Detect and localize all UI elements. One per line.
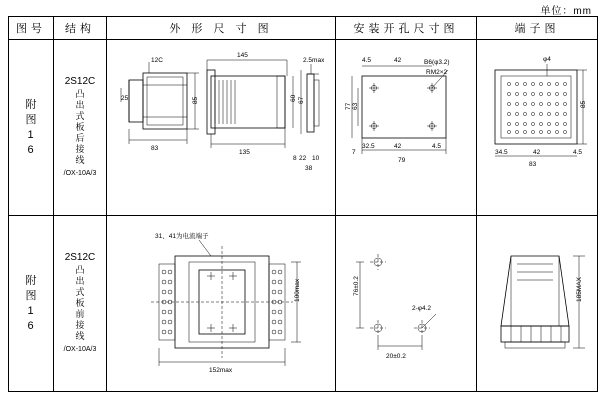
svg-text:4.5: 4.5 [432, 143, 442, 150]
svg-text:60: 60 [290, 94, 297, 102]
svg-text:83: 83 [151, 145, 159, 152]
svg-text:185MAX: 185MAX [576, 277, 583, 302]
header-terminal: 端子图 [477, 17, 598, 40]
svg-text:63: 63 [352, 102, 359, 110]
svg-text:25: 25 [121, 95, 129, 102]
svg-text:B6(φ3.2): B6(φ3.2) [424, 59, 450, 66]
current-terminal-note: 31、41为电流端子 [155, 233, 209, 240]
structure-block-1 [54, 76, 106, 179]
outline-drawing-1 [107, 40, 335, 215]
table-row [9, 40, 598, 216]
svg-text:2-φ4.2: 2-φ4.2 [412, 305, 432, 312]
cell-outline-2 [107, 216, 336, 392]
svg-text:34.5: 34.5 [495, 149, 508, 156]
structure-code-1: /ΟΧ-10Α/3 [63, 170, 97, 177]
header-structure: 结构 [54, 17, 107, 40]
svg-text:76±0.2: 76±0.2 [353, 276, 360, 296]
svg-text:10: 10 [312, 155, 320, 162]
cell-outline-1 [107, 40, 336, 216]
svg-text:100max: 100max [294, 278, 301, 302]
structure-model-2: 2S12C [64, 252, 96, 263]
svg-text:42: 42 [533, 149, 541, 156]
structure-desc-2: 凸出式板前接线 [75, 265, 85, 341]
fig-no-label-2: 附图16 [25, 274, 38, 332]
structure-desc-1: 凸出式板后接线 [75, 89, 85, 165]
svg-text:20±0.2: 20±0.2 [386, 353, 406, 360]
table-header-row [9, 17, 598, 40]
svg-text:φ4: φ4 [543, 56, 551, 63]
table-row [9, 216, 598, 392]
mounting-drawing-1 [336, 40, 476, 215]
dimension-table [8, 16, 598, 392]
structure-code-2: /ΟΧ-10Α/3 [63, 346, 97, 353]
terminal-drawing-2 [477, 216, 597, 391]
svg-text:85: 85 [580, 100, 587, 108]
svg-text:RM2×2: RM2×2 [426, 69, 448, 76]
svg-text:152max: 152max [209, 367, 233, 374]
svg-text:7: 7 [352, 149, 356, 156]
svg-text:12C: 12C [151, 57, 163, 64]
svg-text:42: 42 [394, 143, 402, 150]
svg-text:85: 85 [192, 96, 199, 104]
svg-text:4.5: 4.5 [573, 149, 583, 156]
terminal-drawing-1 [477, 40, 597, 215]
header-fig-no: 图号 [9, 17, 54, 40]
fig-no-label-1: 附图16 [25, 98, 38, 156]
svg-text:8: 8 [293, 155, 297, 162]
cell-mounting-1 [336, 40, 477, 216]
cell-structure-1 [54, 40, 107, 216]
header-mounting: 安装开孔尺寸图 [336, 17, 477, 40]
structure-block-2 [54, 252, 106, 355]
svg-text:4.5: 4.5 [362, 57, 372, 64]
unit-note: 单位：mm [540, 6, 592, 17]
svg-text:22: 22 [299, 155, 307, 162]
cell-fig-no-1 [9, 40, 54, 216]
svg-text:32.5: 32.5 [362, 143, 375, 150]
svg-text:145: 145 [237, 52, 248, 59]
cell-terminal-1 [477, 40, 598, 216]
cell-terminal-2 [477, 216, 598, 392]
mounting-drawing-2 [336, 216, 476, 391]
svg-text:77: 77 [345, 102, 352, 110]
svg-text:38: 38 [305, 165, 313, 172]
header-outline: 外 形 尺 寸 图 [107, 17, 336, 40]
cell-mounting-2 [336, 216, 477, 392]
structure-model-1: 2S12C [64, 76, 96, 87]
svg-text:42: 42 [394, 57, 402, 64]
cell-fig-no-2 [9, 216, 54, 392]
cell-structure-2 [54, 216, 107, 392]
svg-text:79: 79 [398, 157, 406, 164]
svg-text:2.5max: 2.5max [303, 57, 325, 64]
svg-text:67: 67 [298, 96, 305, 104]
svg-text:135: 135 [239, 149, 250, 156]
outline-drawing-2 [107, 216, 335, 391]
svg-text:83: 83 [529, 161, 537, 168]
